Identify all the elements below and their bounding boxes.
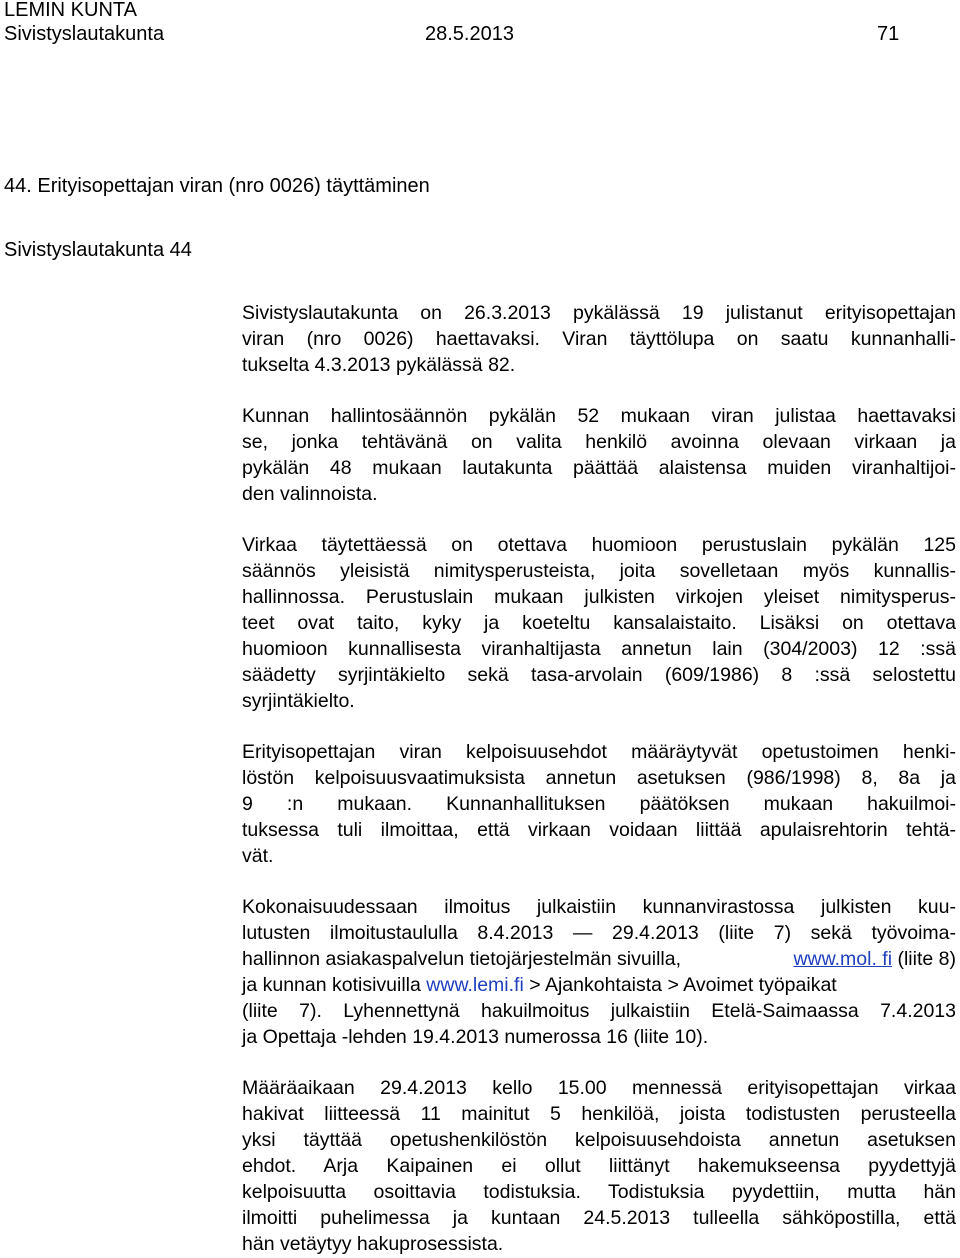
paragraph-1-line-3: tukselta 4.3.2013 pykälässä 82. — [242, 354, 516, 376]
paragraph-3-line-2: säännös yleisistä nimitysperusteista, joita sovelletaan myös kunnallis- — [242, 560, 956, 582]
page-number: 71 — [877, 23, 900, 45]
paragraph-3-line-3: hallinnossa. Perustuslain mukaan julkisten virkojen yleiset nimitysperus- — [242, 586, 956, 608]
paragraph-3-line-7: syrjintäkielto. — [242, 690, 355, 712]
board-name: Sivistyslautakunta — [4, 23, 165, 45]
paragraph-5-line-4 — [242, 973, 956, 997]
paragraph-6-line-5: kelpoisuutta osoittavia todistuksia. Todistuksia pyydettiin, mutta hän — [242, 1181, 956, 1203]
paragraph-2-line-2: se, jonka tehtävänä on valita henkilö avoinna olevaan virkaan ja — [242, 431, 956, 453]
paragraph-4-line-5: vät. — [242, 845, 274, 867]
paragraph-6-line-2: hakivat liitteessä 11 mainitut 5 henkilöä, joista todistusten perusteella — [242, 1103, 956, 1125]
paragraph-5-line-5: (liite 7). Lyhennettynä hakuilmoitus julkaistiin Etelä-Saimaassa 7.4.2013 — [242, 1000, 956, 1022]
paragraph-4-line-1: Erityisopettajan viran kelpoisuusehdot määräytyvät opetustoimen henki- — [242, 741, 956, 763]
paragraph-5-line-2: lutusten ilmoitustaululla 8.4.2013 — 29.4.2013 (liite 7) sekä työvoima- — [242, 922, 956, 944]
mol-link[interactable]: www.mol. fi — [793, 948, 893, 970]
paragraph-3-line-5: huomioon kunnallisesta viranhaltijasta annetun lain (304/2003) 12 :ssä — [242, 638, 956, 660]
paragraph-6-line-6: ilmoitti puhelimessa ja kuntaan 24.5.2013 tulleella sähköpostilla, että — [242, 1207, 956, 1229]
paragraph-3-line-6: säädetty syrjintäkielto sekä tasa-arvolain (609/1986) 8 :ssä selostettu — [242, 664, 956, 686]
paragraph-2-line-4: den valinnoista. — [242, 483, 378, 505]
paragraph-6-line-1: Määräaikaan 29.4.2013 kello 15.00 mennessä erityisopettajan virkaa — [242, 1077, 956, 1099]
lemi-link-path: > Ajankohtaista > Avoimet työpaikat — [523, 974, 837, 996]
section-title: 44. Erityisopettajan viran (nro 0026) täyttäminen — [4, 175, 430, 197]
organization-name: LEMIN KUNTA — [4, 0, 137, 21]
paragraph-5-line-4-text: ja kunnan kotisivuilla — [242, 974, 427, 996]
paragraph-4-line-2: löstön kelpoisuusvaatimuksista annetun asetuksen (986/1998) 8, 8a ja — [242, 767, 956, 789]
paragraph-1-line-2: viran (nro 0026) haettavaksi. Viran täyttölupa on saatu kunnanhalli- — [242, 328, 956, 350]
paragraph-3-line-4: teet ovat taito, kyky ja koeteltu kansalaistaito. Lisäksi on otettava — [242, 612, 956, 634]
paragraph-1-line-1: Sivistyslautakunta on 26.3.2013 pykälässä 19 julistanut erityisopettajan — [242, 302, 956, 324]
mol-link-note: (liite 8) — [892, 948, 956, 970]
paragraph-6-line-7: hän vetäytyy hakuprosessista. — [242, 1233, 504, 1255]
paragraph-4-line-4: tuksessa tuli ilmoittaa, että virkaan voidaan liittää apulaisrehtorin tehtä- — [242, 819, 956, 841]
paragraph-5-line-3 — [242, 947, 956, 971]
paragraph-3-line-1: Virkaa täytettäessä on otettava huomioon perustuslain pykälän 125 — [242, 534, 956, 556]
paragraph-5-line-6: ja Opettaja -lehden 19.4.2013 numerossa 16 (liite 10). — [242, 1026, 709, 1048]
paragraph-6-line-4: ehdot. Arja Kaipainen ei ollut liittänyt hakemukseensa pyydettyjä — [242, 1155, 956, 1177]
meeting-date: 28.5.2013 — [425, 23, 514, 45]
paragraph-2-line-1: Kunnan hallintosäännön pykälän 52 mukaan viran julistaa haettavaksi — [242, 405, 956, 427]
paragraph-5-line-1: Kokonaisuudessaan ilmoitus julkaistiin kunnanvirastossa julkisten kuu- — [242, 896, 956, 918]
paragraph-4-line-3: 9 :n mukaan. Kunnanhallituksen päätöksen mukaan hakuilmoi- — [242, 793, 956, 815]
lemi-link[interactable]: www.lemi.fi — [426, 974, 524, 996]
paragraph-2-line-3: pykälän 48 mukaan lautakunta päättää alaistensa muiden viranhaltijoi- — [242, 457, 956, 479]
paragraph-6-line-3: yksi täyttää opetushenkilöstön kelpoisuusehdoista annetun asetuksen — [242, 1129, 956, 1151]
paragraph-5-line-3-links — [793, 947, 956, 971]
section-reference: Sivistyslautakunta 44 — [4, 239, 192, 261]
paragraph-5-line-3-text: hallinnon asiakaspalvelun tietojärjestelmän sivuilla, — [242, 948, 681, 970]
